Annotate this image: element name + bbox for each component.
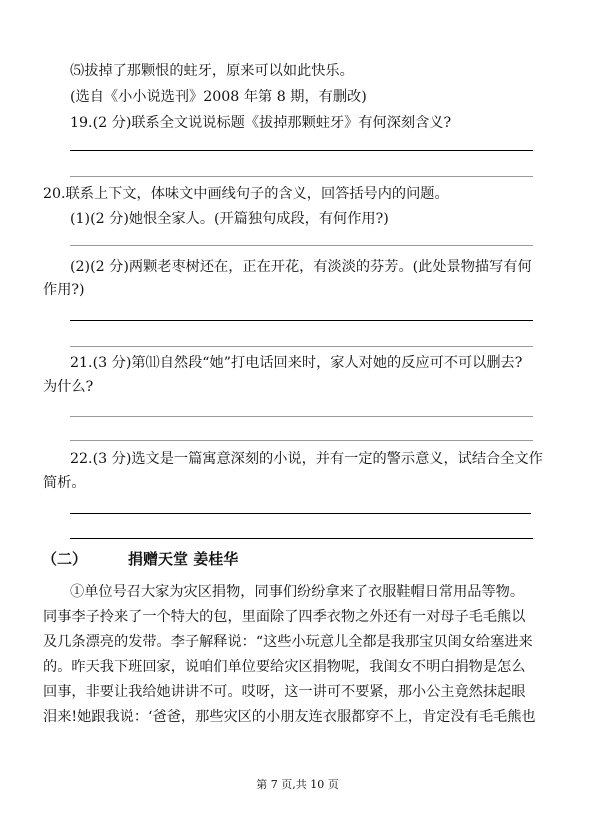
page-footer: 第 7 页,共 10 页 xyxy=(256,778,339,791)
answer-line xyxy=(70,245,533,246)
paragraph-line: 的。昨天我下班回家，说咱们单位要给灾区捐物呢，我闺女不明白捐物是怎么 xyxy=(43,659,526,675)
question-22: 22.(3 分)选文是一篇寓意深刻的小说，并有一定的警示意义，试结合全文作 xyxy=(70,451,543,467)
answer-line xyxy=(70,416,533,417)
source-note: (选自《小小说选刊》2008 年第 8 期，有删改) xyxy=(70,89,367,105)
section-number: （二） xyxy=(42,550,88,568)
paragraph-line: 同事李子拎来了一个特大的包，里面除了四季衣物之外还有一对母子毛毛熊以 xyxy=(43,609,526,625)
question-20-2-cont: 作用?) xyxy=(43,282,85,298)
answer-line xyxy=(70,346,533,347)
answer-line xyxy=(70,176,533,177)
question-21: 21.(3 分)第⑾自然段“她”打电话回来时，家人对她的反应可不可以删去? xyxy=(70,355,523,371)
question-20: 20.联系上下文，体味文中画线句子的含义，回答括号内的问题。 xyxy=(43,186,449,202)
question-22-cont: 简析。 xyxy=(43,475,86,491)
question-21-cont: 为什么? xyxy=(43,379,94,395)
question-20-1: (1)(2 分)她恨全家人。(开篇独句成段，有何作用?) xyxy=(70,211,389,227)
section-title: 捐赠天堂 姜桂华 xyxy=(128,550,239,568)
answer-line xyxy=(70,513,531,514)
answer-line xyxy=(70,320,533,321)
paragraph-line: 及几条漂亮的发带。李子解释说：“这些小玩意儿全都是我那宝贝闺女给塞进来 xyxy=(43,634,533,650)
paragraph-line: 泪来!她跟我说：‘爸爸，那些灾区的小朋友连衣服都穿不上，肯定没有毛毛熊也 xyxy=(43,709,536,725)
answer-line xyxy=(70,150,533,151)
paragraph-line: 回事，非要让我给她讲讲不可。哎呀，这一讲可不要紧，那小公主竟然抹起眼 xyxy=(43,684,526,700)
answer-line xyxy=(70,538,533,539)
answer-line xyxy=(70,440,533,441)
question-19: 19.(2 分)联系全文说说标题《拔掉那颗蛀牙》有何深刻含义? xyxy=(70,115,452,131)
paragraph-line: ①单位号召大家为灾区捐物，同事们纷纷拿来了衣服鞋帽日常用品等物。 xyxy=(70,584,525,600)
question-20-2: (2)(2 分)两颗老枣树还在，正在开花，有淡淡的芬芳。(此处景物描写有何 xyxy=(70,259,532,275)
text-line-l1: ⑸拔掉了那颗恨的蛀牙，原来可以如此快乐。 xyxy=(70,63,354,79)
